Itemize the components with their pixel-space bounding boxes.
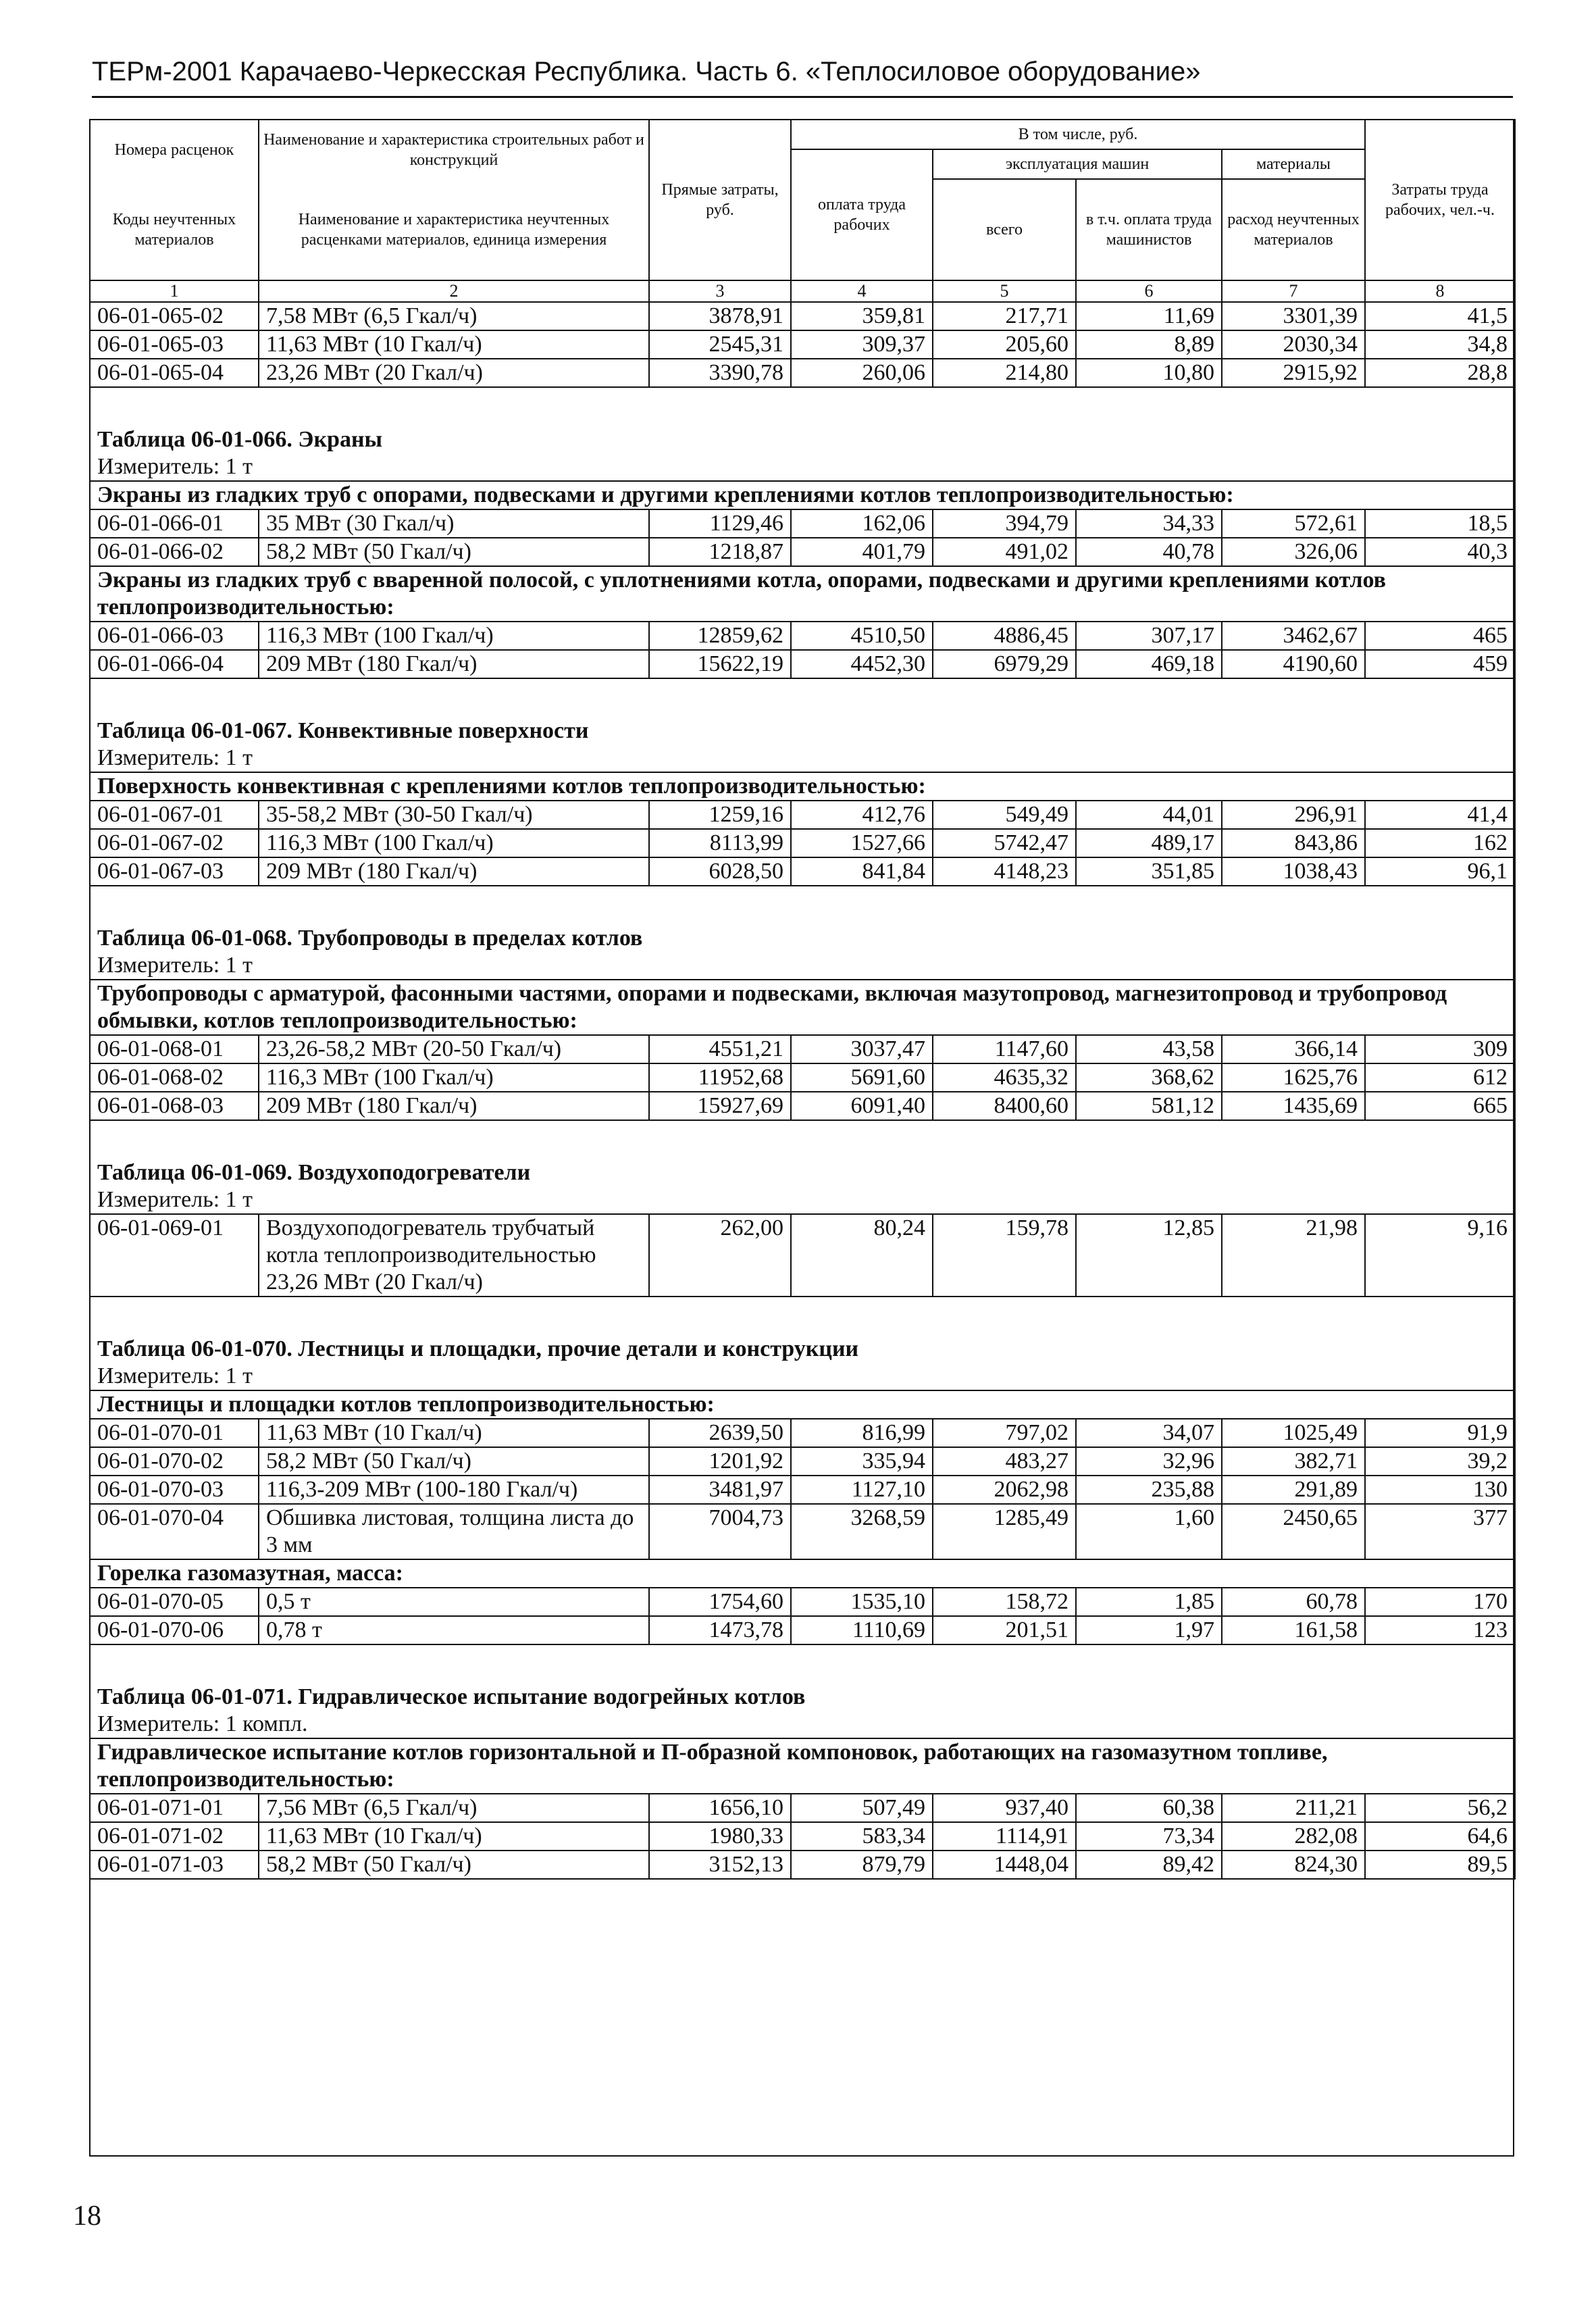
machines-total: 1147,60 [933,1035,1076,1063]
machines-total: 549,49 [933,801,1076,829]
column-number: 6 [1076,280,1222,302]
labor-hours: 40,3 [1365,538,1515,566]
work-description: 0,5 т [259,1588,649,1616]
rate-code: 06-01-067-02 [90,829,259,857]
header-col1-bottom: Коды неучтенных материалов [90,179,259,280]
header-col2-bottom: Наименование и характеристика неучтенных расценками материалов, единица измерения [259,179,649,280]
labor-wages: 359,81 [791,302,933,330]
machinist-wages: 581,12 [1076,1092,1222,1120]
group-heading-cell: Трубопроводы с арматурой, фасонными частями, опорами и подвесками, включая мазутопровод, магнезитопровод и трубопровод обмывки, котлов теплопроизводительностью: [90,980,1515,1035]
machines-total: 8400,60 [933,1092,1076,1120]
group-heading-cell: Лестницы и площадки котлов теплопроизводительностью: [90,1390,1515,1419]
column-number: 4 [791,280,933,302]
labor-wages: 3037,47 [791,1035,933,1063]
machinist-wages: 73,34 [1076,1822,1222,1851]
rate-code: 06-01-065-04 [90,359,259,387]
labor-hours: 28,8 [1365,359,1515,387]
table-unit-cell: Измеритель: 1 т [90,1363,1515,1390]
labor-hours: 123 [1365,1616,1515,1644]
work-description: 116,3-209 МВт (100-180 Гкал/ч) [259,1476,649,1504]
materials-cost: 1625,76 [1222,1063,1365,1092]
labor-hours: 56,2 [1365,1794,1515,1822]
materials-cost: 291,89 [1222,1476,1365,1504]
table-unit-cell: Измеритель: 1 компл. [90,1711,1515,1738]
header-group: В том числе, руб. [791,120,1365,149]
rate-code: 06-01-065-02 [90,302,259,330]
machines-total: 217,71 [933,302,1076,330]
labor-hours: 34,8 [1365,330,1515,359]
machinist-wages: 1,85 [1076,1588,1222,1616]
direct-costs: 3152,13 [649,1851,791,1879]
machines-total: 214,80 [933,359,1076,387]
table-title-cell: Таблица 06-01-071. Гидравлическое испытание водогрейных котлов [90,1684,1515,1711]
direct-costs: 15622,19 [649,650,791,678]
machinist-wages: 89,42 [1076,1851,1222,1879]
direct-costs: 1201,92 [649,1447,791,1476]
rate-code: 06-01-071-02 [90,1822,259,1851]
labor-hours: 41,5 [1365,302,1515,330]
rate-code: 06-01-067-03 [90,857,259,886]
work-description: 58,2 МВт (50 Гкал/ч) [259,1447,649,1476]
machines-total: 205,60 [933,330,1076,359]
work-description: 209 МВт (180 Гкал/ч) [259,1092,649,1120]
materials-cost: 2030,34 [1222,330,1365,359]
materials-cost: 161,58 [1222,1616,1365,1644]
direct-costs: 3878,91 [649,302,791,330]
direct-costs: 11952,68 [649,1063,791,1092]
labor-wages: 260,06 [791,359,933,387]
labor-wages: 841,84 [791,857,933,886]
work-description: Воздухоподогреватель трубчатый котла теплопроизводительностью 23,26 МВт (20 Гкал/ч) [259,1214,649,1297]
materials-cost: 282,08 [1222,1822,1365,1851]
header-col4: оплата труда рабочих [791,149,933,280]
materials-cost: 3301,39 [1222,302,1365,330]
materials-cost: 824,30 [1222,1851,1365,1879]
column-number: 1 [90,280,259,302]
machinist-wages: 32,96 [1076,1447,1222,1476]
machines-total: 937,40 [933,1794,1076,1822]
materials-cost: 572,61 [1222,509,1365,538]
materials-cost: 296,91 [1222,801,1365,829]
rate-code: 06-01-070-06 [90,1616,259,1644]
rate-code: 06-01-065-03 [90,330,259,359]
work-description: 116,3 МВт (100 Гкал/ч) [259,829,649,857]
direct-costs: 1656,10 [649,1794,791,1822]
labor-wages: 412,76 [791,801,933,829]
table-title-cell: Таблица 06-01-069. Воздухоподогреватели [90,1159,1515,1186]
labor-hours: 162 [1365,829,1515,857]
machinist-wages: 60,38 [1076,1794,1222,1822]
machinist-wages: 12,85 [1076,1214,1222,1297]
rate-code: 06-01-071-01 [90,1794,259,1822]
labor-wages: 401,79 [791,538,933,566]
materials-cost: 1435,69 [1222,1092,1365,1120]
rate-code: 06-01-068-03 [90,1092,259,1120]
work-description: 23,26 МВт (20 Гкал/ч) [259,359,649,387]
table-title-cell: Таблица 06-01-066. Экраны [90,426,1515,453]
labor-wages: 1535,10 [791,1588,933,1616]
labor-wages: 335,94 [791,1447,933,1476]
page-frame [89,119,1514,2157]
direct-costs: 7004,73 [649,1504,791,1559]
machinist-wages: 8,89 [1076,330,1222,359]
materials-cost: 1025,49 [1222,1419,1365,1447]
materials-cost: 60,78 [1222,1588,1365,1616]
labor-hours: 309 [1365,1035,1515,1063]
labor-wages: 816,99 [791,1419,933,1447]
machinist-wages: 368,62 [1076,1063,1222,1092]
title-rule [92,96,1513,98]
machines-total: 4635,32 [933,1063,1076,1092]
rate-code: 06-01-066-02 [90,538,259,566]
rate-code: 06-01-066-04 [90,650,259,678]
work-description: 7,56 МВт (6,5 Гкал/ч) [259,1794,649,1822]
machinist-wages: 469,18 [1076,650,1222,678]
labor-hours: 465 [1365,622,1515,650]
machines-total: 1114,91 [933,1822,1076,1851]
direct-costs: 1259,16 [649,801,791,829]
materials-cost: 3462,67 [1222,622,1365,650]
work-description: 116,3 МВт (100 Гкал/ч) [259,1063,649,1092]
labor-hours: 377 [1365,1504,1515,1559]
machines-total: 5742,47 [933,829,1076,857]
rate-code: 06-01-070-05 [90,1588,259,1616]
labor-hours: 39,2 [1365,1447,1515,1476]
table-title-cell: Таблица 06-01-067. Конвективные поверхности [90,718,1515,745]
direct-costs: 2639,50 [649,1419,791,1447]
rate-code: 06-01-070-02 [90,1447,259,1476]
column-number: 3 [649,280,791,302]
machines-total: 1448,04 [933,1851,1076,1879]
direct-costs: 3481,97 [649,1476,791,1504]
header-col2-top: Наименование и характеристика строительных работ и конструкций [259,120,649,179]
machines-total: 394,79 [933,509,1076,538]
machinist-wages: 1,97 [1076,1616,1222,1644]
rate-code: 06-01-067-01 [90,801,259,829]
machines-total: 1285,49 [933,1504,1076,1559]
labor-wages: 80,24 [791,1214,933,1297]
header-col7: расход неучтенных материалов [1222,179,1365,280]
labor-hours: 665 [1365,1092,1515,1120]
column-number: 2 [259,280,649,302]
direct-costs: 12859,62 [649,622,791,650]
group-heading-cell: Горелка газомазутная, масса: [90,1559,1515,1588]
machines-total: 2062,98 [933,1476,1076,1504]
work-description: 11,63 МВт (10 Гкал/ч) [259,330,649,359]
materials-cost: 382,71 [1222,1447,1365,1476]
labor-hours: 130 [1365,1476,1515,1504]
work-description: 23,26-58,2 МВт (20-50 Гкал/ч) [259,1035,649,1063]
machinist-wages: 43,58 [1076,1035,1222,1063]
direct-costs: 262,00 [649,1214,791,1297]
machinist-wages: 489,17 [1076,829,1222,857]
machinist-wages: 11,69 [1076,302,1222,330]
labor-wages: 3268,59 [791,1504,933,1559]
header-materials: материалы [1222,149,1365,179]
group-heading-cell: Поверхность конвективная с креплениями котлов теплопроизводительностью: [90,772,1515,801]
materials-cost: 2915,92 [1222,359,1365,387]
column-number: 7 [1222,280,1365,302]
direct-costs: 1218,87 [649,538,791,566]
group-heading-cell: Экраны из гладких труб с вваренной полосой, с уплотнениями котла, опорами, подвесками и другими креплениями котлов теплопроизводительностью: [90,566,1515,622]
labor-wages: 309,37 [791,330,933,359]
labor-wages: 507,49 [791,1794,933,1822]
rate-code: 06-01-068-02 [90,1063,259,1092]
machines-total: 158,72 [933,1588,1076,1616]
header-col6: в т.ч. оплата труда машинистов [1076,179,1222,280]
labor-wages: 162,06 [791,509,933,538]
rate-code: 06-01-070-01 [90,1419,259,1447]
machinist-wages: 34,07 [1076,1419,1222,1447]
table-title-cell: Таблица 06-01-070. Лестницы и площадки, прочие детали и конструкции [90,1336,1515,1363]
labor-hours: 96,1 [1365,857,1515,886]
table-title-cell: Таблица 06-01-068. Трубопроводы в пределах котлов [90,925,1515,952]
work-description: 7,58 МВт (6,5 Гкал/ч) [259,302,649,330]
table-unit-cell: Измеритель: 1 т [90,952,1515,980]
labor-wages: 5691,60 [791,1063,933,1092]
labor-wages: 1127,10 [791,1476,933,1504]
materials-cost: 211,21 [1222,1794,1365,1822]
direct-costs: 1980,33 [649,1822,791,1851]
rate-code: 06-01-068-01 [90,1035,259,1063]
materials-cost: 366,14 [1222,1035,1365,1063]
materials-cost: 843,86 [1222,829,1365,857]
machinist-wages: 351,85 [1076,857,1222,886]
materials-cost: 2450,65 [1222,1504,1365,1559]
header-col1-top: Номера расценок [90,120,259,179]
table-unit-cell: Измеритель: 1 т [90,1186,1515,1214]
machinist-wages: 235,88 [1076,1476,1222,1504]
column-number: 8 [1365,280,1515,302]
table-unit-cell: Измеритель: 1 т [90,745,1515,772]
labor-wages: 879,79 [791,1851,933,1879]
work-description: 209 МВт (180 Гкал/ч) [259,857,649,886]
machines-total: 6979,29 [933,650,1076,678]
machines-total: 797,02 [933,1419,1076,1447]
machinist-wages: 40,78 [1076,538,1222,566]
direct-costs: 6028,50 [649,857,791,886]
direct-costs: 3390,78 [649,359,791,387]
machinist-wages: 10,80 [1076,359,1222,387]
header-machines: эксплуатация машин [933,149,1222,179]
table-unit-cell: Измеритель: 1 т [90,453,1515,481]
work-description: 58,2 МВт (50 Гкал/ч) [259,1851,649,1879]
direct-costs: 2545,31 [649,330,791,359]
materials-cost: 4190,60 [1222,650,1365,678]
materials-cost: 21,98 [1222,1214,1365,1297]
labor-hours: 9,16 [1365,1214,1515,1297]
header-col3: Прямые затраты, руб. [649,120,791,280]
machinist-wages: 44,01 [1076,801,1222,829]
labor-hours: 459 [1365,650,1515,678]
labor-hours: 170 [1365,1588,1515,1616]
rate-code: 06-01-066-01 [90,509,259,538]
direct-costs: 15927,69 [649,1092,791,1120]
rate-code: 06-01-070-03 [90,1476,259,1504]
group-heading-cell: Экраны из гладких труб с опорами, подвесками и другими креплениями котлов теплопроизводительностью: [90,481,1515,509]
machines-total: 159,78 [933,1214,1076,1297]
work-description: 11,63 МВт (10 Гкал/ч) [259,1822,649,1851]
group-heading-cell: Гидравлическое испытание котлов горизонтальной и П-образной компоновок, работающих на газомазутном топливе, теплопроизводительностью: [90,1738,1515,1794]
labor-hours: 18,5 [1365,509,1515,538]
header-col5: всего [933,179,1076,280]
direct-costs: 8113,99 [649,829,791,857]
labor-wages: 4510,50 [791,622,933,650]
rate-code: 06-01-069-01 [90,1214,259,1297]
header-col8: Затраты труда рабочих, чел.-ч. [1365,120,1515,280]
work-description: 11,63 МВт (10 Гкал/ч) [259,1419,649,1447]
machinist-wages: 34,33 [1076,509,1222,538]
machines-total: 491,02 [933,538,1076,566]
labor-wages: 1527,66 [791,829,933,857]
labor-hours: 91,9 [1365,1419,1515,1447]
direct-costs: 4551,21 [649,1035,791,1063]
rate-code: 06-01-071-03 [90,1851,259,1879]
labor-hours: 612 [1365,1063,1515,1092]
machinist-wages: 1,60 [1076,1504,1222,1559]
machines-total: 201,51 [933,1616,1076,1644]
labor-hours: 89,5 [1365,1851,1515,1879]
work-description: 0,78 т [259,1616,649,1644]
machinist-wages: 307,17 [1076,622,1222,650]
rate-code: 06-01-066-03 [90,622,259,650]
materials-cost: 326,06 [1222,538,1365,566]
machines-total: 483,27 [933,1447,1076,1476]
rate-code: 06-01-070-04 [90,1504,259,1559]
work-description: 58,2 МВт (50 Гкал/ч) [259,538,649,566]
labor-hours: 64,6 [1365,1822,1515,1851]
page-title: ТЕРм-2001 Карачаево-Черкесская Республика. Часть 6. «Теплосиловое оборудование» [92,57,1201,86]
work-description: 116,3 МВт (100 Гкал/ч) [259,622,649,650]
labor-wages: 4452,30 [791,650,933,678]
work-description: 35-58,2 МВт (30-50 Гкал/ч) [259,801,649,829]
labor-hours: 41,4 [1365,801,1515,829]
materials-cost: 1038,43 [1222,857,1365,886]
work-description: 209 МВт (180 Гкал/ч) [259,650,649,678]
direct-costs: 1473,78 [649,1616,791,1644]
labor-wages: 1110,69 [791,1616,933,1644]
work-description: 35 МВт (30 Гкал/ч) [259,509,649,538]
direct-costs: 1754,60 [649,1588,791,1616]
labor-wages: 583,34 [791,1822,933,1851]
direct-costs: 1129,46 [649,509,791,538]
column-number: 5 [933,280,1076,302]
labor-wages: 6091,40 [791,1092,933,1120]
work-description: Обшивка листовая, толщина листа до 3 мм [259,1504,649,1559]
page-number: 18 [73,2200,101,2232]
machines-total: 4148,23 [933,857,1076,886]
machines-total: 4886,45 [933,622,1076,650]
